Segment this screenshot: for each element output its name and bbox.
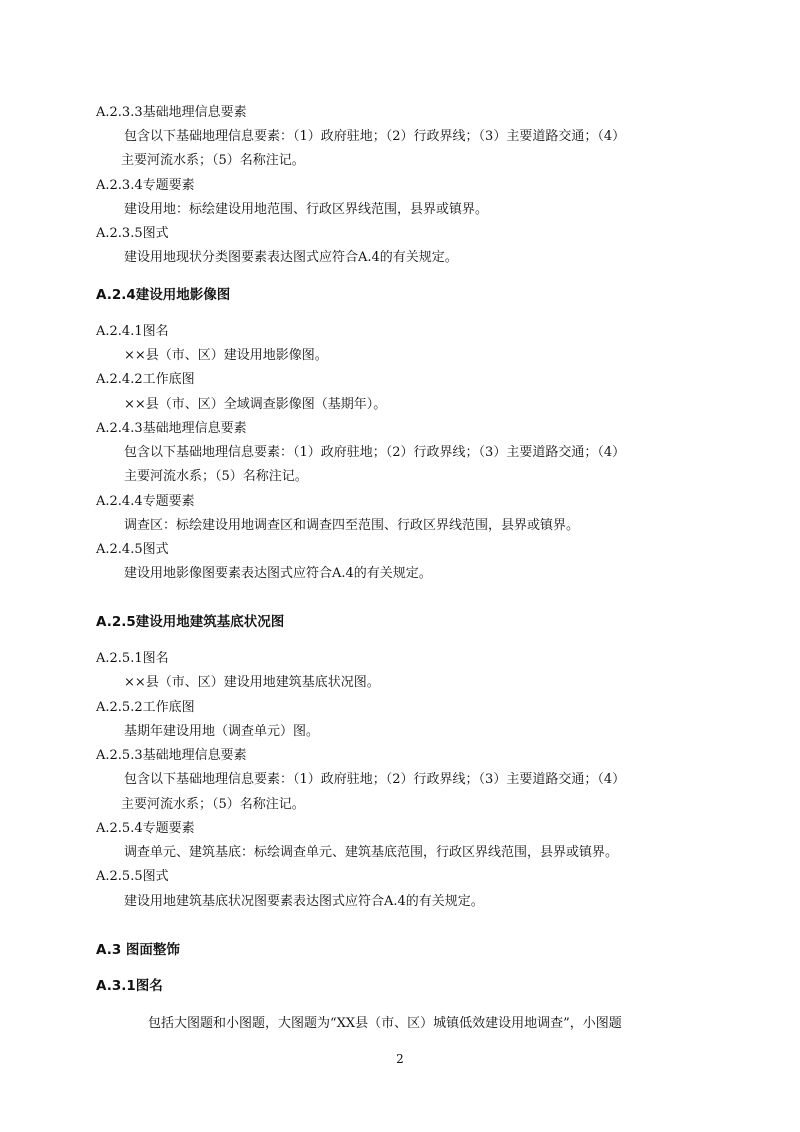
- section-heading-a2-4: A.2.4建设用地影像图: [96, 287, 231, 303]
- body-line: 建设用地影像图要素表达图式应符合A.4的有关规定。: [124, 566, 432, 581]
- body-line: 主要河流水系；（5）名称注记。: [121, 797, 305, 812]
- body-line: ××县（市、区）建设用地影像图。: [124, 348, 328, 363]
- body-line: 调查区：标绘建设用地调查区和调查四至范围、行政区界线范围，县界或镇界。: [124, 518, 580, 533]
- paragraph-line: 包括大图题和小图题，大图题为“XX县（市、区）城镇低效建设用地调查”，小图题: [148, 1016, 622, 1031]
- body-line: 包含以下基础地理信息要素：（1）政府驻地；（2）行政界线；（3）主要道路交通；（4）: [124, 772, 626, 787]
- body-line: 包含以下基础地理信息要素：（1）政府驻地；（2）行政界线；（3）主要道路交通；（4）: [124, 129, 626, 144]
- heading-a2-5-1: A.2.5.1图名: [96, 651, 169, 666]
- body-line: 主要河流水系；（5）名称注记。: [124, 469, 308, 484]
- heading-a2-5-3: A.2.5.3基础地理信息要素: [96, 748, 247, 763]
- section-heading-a3-1: A.3.1图名: [96, 978, 163, 994]
- heading-a2-3-5: A.2.3.5图式: [96, 226, 169, 241]
- section-heading-a2-5: A.2.5建设用地建筑基底状况图: [96, 614, 285, 630]
- body-line: 建设用地建筑基底状况图要素表达图式应符合A.4的有关规定。: [124, 894, 484, 909]
- page-number: 2: [396, 1052, 404, 1066]
- heading-a2-4-3: A.2.4.3基础地理信息要素: [96, 421, 247, 436]
- heading-a2-3-3: A.2.3.3基础地理信息要素: [96, 105, 247, 120]
- body-line: 基期年建设用地（调查单元）图。: [124, 724, 320, 739]
- heading-a2-5-2: A.2.5.2工作底图: [96, 700, 195, 715]
- heading-a2-3-4: A.2.3.4专题要素: [96, 178, 195, 193]
- heading-a2-4-4: A.2.4.4专题要素: [96, 494, 195, 509]
- heading-a2-4-2: A.2.4.2工作底图: [96, 372, 195, 387]
- heading-a2-4-1: A.2.4.1图名: [96, 324, 169, 339]
- heading-a2-5-4: A.2.5.4专题要素: [96, 821, 195, 836]
- body-line: 调查单元、建筑基底：标绘调查单元、建筑基底范围，行政区界线范围，县界或镇界。: [124, 845, 619, 860]
- body-line: 建设用地现状分类图要素表达图式应符合A.4的有关规定。: [124, 250, 458, 265]
- section-heading-a3: A.3 图面整饰: [96, 942, 180, 958]
- heading-a2-4-5: A.2.4.5图式: [96, 542, 169, 557]
- body-line: 包含以下基础地理信息要素：（1）政府驻地；（2）行政界线；（3）主要道路交通；（4）: [124, 445, 626, 460]
- body-line: ××县（市、区）全域调查影像图（基期年）。: [124, 397, 387, 412]
- heading-a2-5-5: A.2.5.5图式: [96, 869, 169, 884]
- body-line: 建设用地：标绘建设用地范围、行政区界线范围，县界或镇界。: [124, 202, 489, 217]
- body-line: 主要河流水系；（5）名称注记。: [121, 153, 305, 168]
- body-line: ××县（市、区）建设用地建筑基底状况图。: [124, 675, 380, 690]
